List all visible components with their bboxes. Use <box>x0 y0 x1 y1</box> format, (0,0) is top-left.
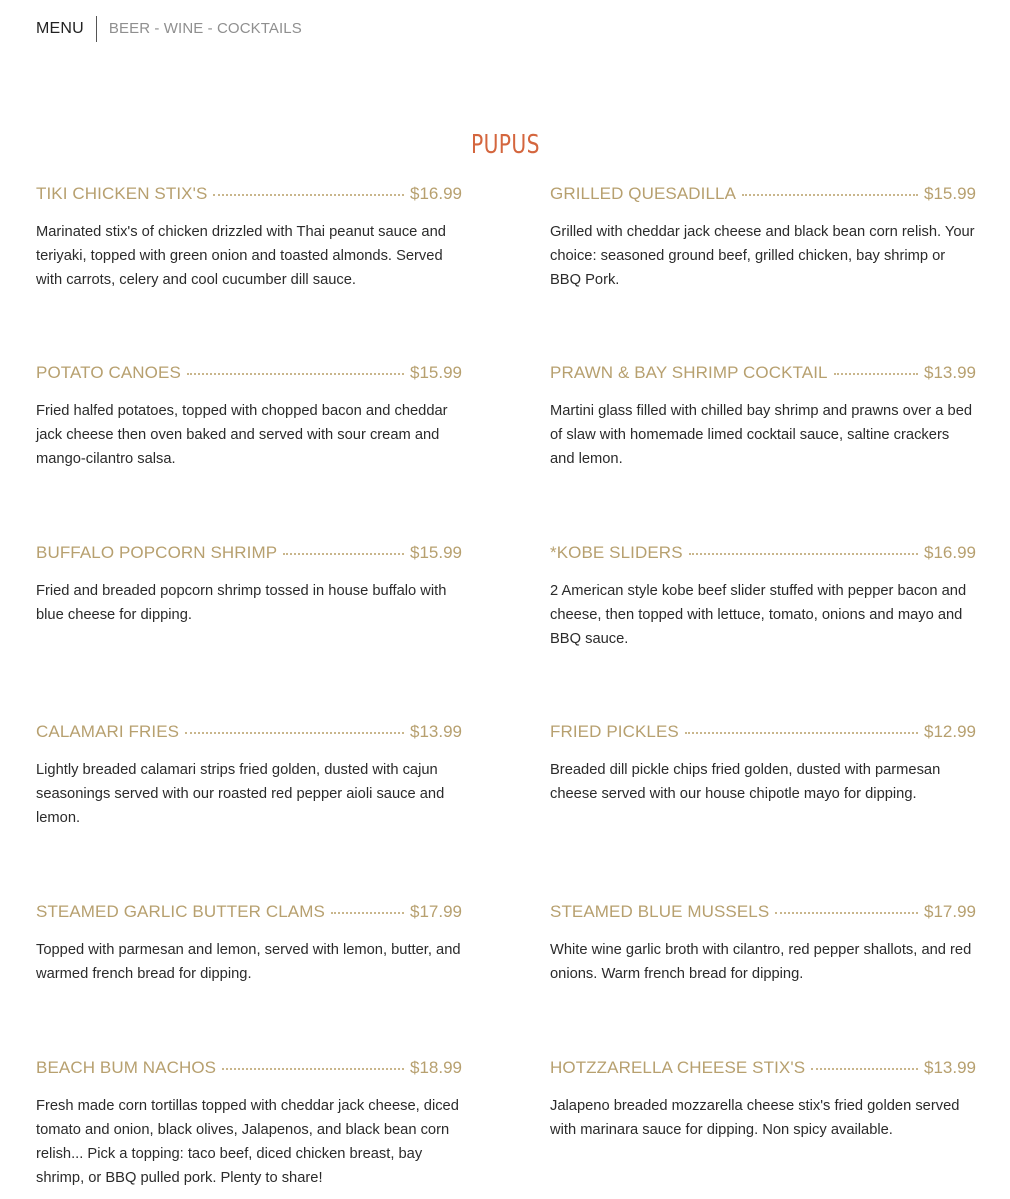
section-title: PUPUS <box>470 130 540 160</box>
dot-leader <box>811 1068 918 1070</box>
menu-item-name: TIKI CHICKEN STIX'S <box>36 184 208 203</box>
menu-item-header <box>550 184 976 208</box>
menu-item-tiki-chicken-stixs <box>36 184 462 292</box>
menu-item-header <box>550 722 976 746</box>
menu-item-description: Topped with parmesan and lemon, served with lemon, butter, and warmed french bread for dipping. <box>36 942 461 982</box>
menu-item-description: Martini glass filled with chilled bay shrimp and prawns over a bed of slaw with homemade limed cocktail sauce, saltine crackers and lemon. <box>550 403 973 467</box>
menu-item-description: 2 American style kobe beef slider stuffed with pepper bacon and cheese, then topped with lettuce, tomato, onions and mayo and BBQ sauce. <box>550 583 967 647</box>
menu-item-price: $13.99 <box>924 1058 976 1077</box>
menu-item-steamed-garlic-butter-clams <box>36 902 462 986</box>
menu-item-price: $18.99 <box>410 1058 462 1077</box>
nav-menu-link[interactable]: MENU <box>36 20 84 37</box>
dot-leader <box>222 1068 404 1070</box>
dot-leader <box>283 553 404 555</box>
menu-item-potato-canoes <box>36 363 462 471</box>
menu-item-name: STEAMED BLUE MUSSELS <box>550 902 770 921</box>
dot-leader <box>685 732 918 734</box>
dot-leader <box>187 373 404 375</box>
dot-leader <box>742 194 918 196</box>
menu-item-fried-pickles <box>550 722 976 806</box>
menu-item-price: $15.99 <box>410 363 462 382</box>
menu-item-header <box>36 184 462 208</box>
menu-item-price: $17.99 <box>410 902 462 921</box>
menu-item-header <box>550 543 976 567</box>
menu-item-buffalo-popcorn-shrimp <box>36 543 462 627</box>
dot-leader <box>834 373 918 375</box>
menu-item-description: Fried and breaded popcorn shrimp tossed in house buffalo with blue cheese for dipping. <box>36 583 447 623</box>
menu-item-hotzzarella-cheese-stixs <box>550 1058 976 1142</box>
menu-item-description: Fried halfed potatoes, topped with chopped bacon and cheddar jack cheese then oven baked and served with sour cream and mango-cilantro salsa. <box>36 403 448 467</box>
dot-leader <box>331 912 404 914</box>
menu-item-name: PRAWN & BAY SHRIMP COCKTAIL <box>550 363 828 382</box>
menu-item-kobe-sliders <box>550 543 976 651</box>
menu-item-description: Lightly breaded calamari strips fried golden, dusted with cajun seasonings served with our roasted red pepper aioli sauce and lemon. <box>36 762 445 826</box>
menu-item-header <box>36 1058 462 1082</box>
dot-leader <box>213 194 404 196</box>
dot-leader <box>775 912 918 914</box>
menu-item-price: $15.99 <box>924 184 976 203</box>
menu-item-header <box>36 722 462 746</box>
menu-item-name: HOTZZARELLA CHEESE STIX'S <box>550 1058 806 1077</box>
menu-item-header <box>550 902 976 926</box>
dot-leader <box>689 553 918 555</box>
menu-item-description: Jalapeno breaded mozzarella cheese stix's fried golden served with marinara sauce for dipping. Non spicy available. <box>550 1098 960 1138</box>
menu-item-description: White wine garlic broth with cilantro, red pepper shallots, and red onions. Warm french bread for dipping. <box>550 942 972 982</box>
menu-item-price: $16.99 <box>410 184 462 203</box>
menu-item-name: STEAMED GARLIC BUTTER CLAMS <box>36 902 325 921</box>
nav-beer-wine-cocktails-link[interactable]: BEER - WINE - COCKTAILS <box>108 20 302 37</box>
menu-item-description: Marinated stix's of chicken drizzled with Thai peanut sauce and teriyaki, topped with green onion and toasted almonds. Served with carrots, celery and cool cucumber dill sauce. <box>36 224 446 288</box>
menu-item-header <box>550 1058 976 1082</box>
menu-item-name: FRIED PICKLES <box>550 722 679 741</box>
menu-item-price: $13.99 <box>410 722 462 741</box>
menu-item-steamed-blue-mussels <box>550 902 976 986</box>
menu-item-price: $13.99 <box>924 363 976 382</box>
menu-item-name: BEACH BUM NACHOS <box>36 1058 217 1077</box>
menu-item-prawn-bay-shrimp-cocktail <box>550 363 976 471</box>
menu-item-name: POTATO CANOES <box>36 363 181 382</box>
menu-item-price: $12.99 <box>924 722 976 741</box>
menu-item-grilled-quesadilla <box>550 184 976 292</box>
menu-item-price: $17.99 <box>924 902 976 921</box>
menu-item-name: GRILLED QUESADILLA <box>550 184 737 203</box>
top-nav <box>36 16 302 42</box>
menu-item-description: Fresh made corn tortillas topped with cheddar jack cheese, diced tomato and onion, black olives, Jalapenos, and black bean corn relish... Pick a topping: taco beef, diced chicken breast, bay shrimp, or BBQ pulled pork. Plenty to share! <box>36 1098 459 1186</box>
menu-item-name: BUFFALO POPCORN SHRIMP <box>36 543 278 562</box>
menu-item-header <box>36 902 462 926</box>
menu-item-name: *KOBE SLIDERS <box>550 543 683 562</box>
dot-leader <box>185 732 404 734</box>
menu-item-calamari-fries <box>36 722 462 830</box>
menu-item-header <box>36 543 462 567</box>
menu-item-price: $16.99 <box>924 543 976 562</box>
menu-item-name: CALAMARI FRIES <box>36 722 180 741</box>
menu-item-description: Grilled with cheddar jack cheese and black bean corn relish. Your choice: seasoned ground beef, grilled chicken, bay shrimp or BBQ Pork. <box>550 224 975 288</box>
menu-item-description: Breaded dill pickle chips fried golden, dusted with parmesan cheese served with our house chipotle mayo for dipping. <box>550 762 941 802</box>
menu-item-price: $15.99 <box>410 543 462 562</box>
menu-item-header <box>550 363 976 387</box>
menu-item-header <box>36 363 462 387</box>
menu-item-beach-bum-nachos <box>36 1058 462 1190</box>
